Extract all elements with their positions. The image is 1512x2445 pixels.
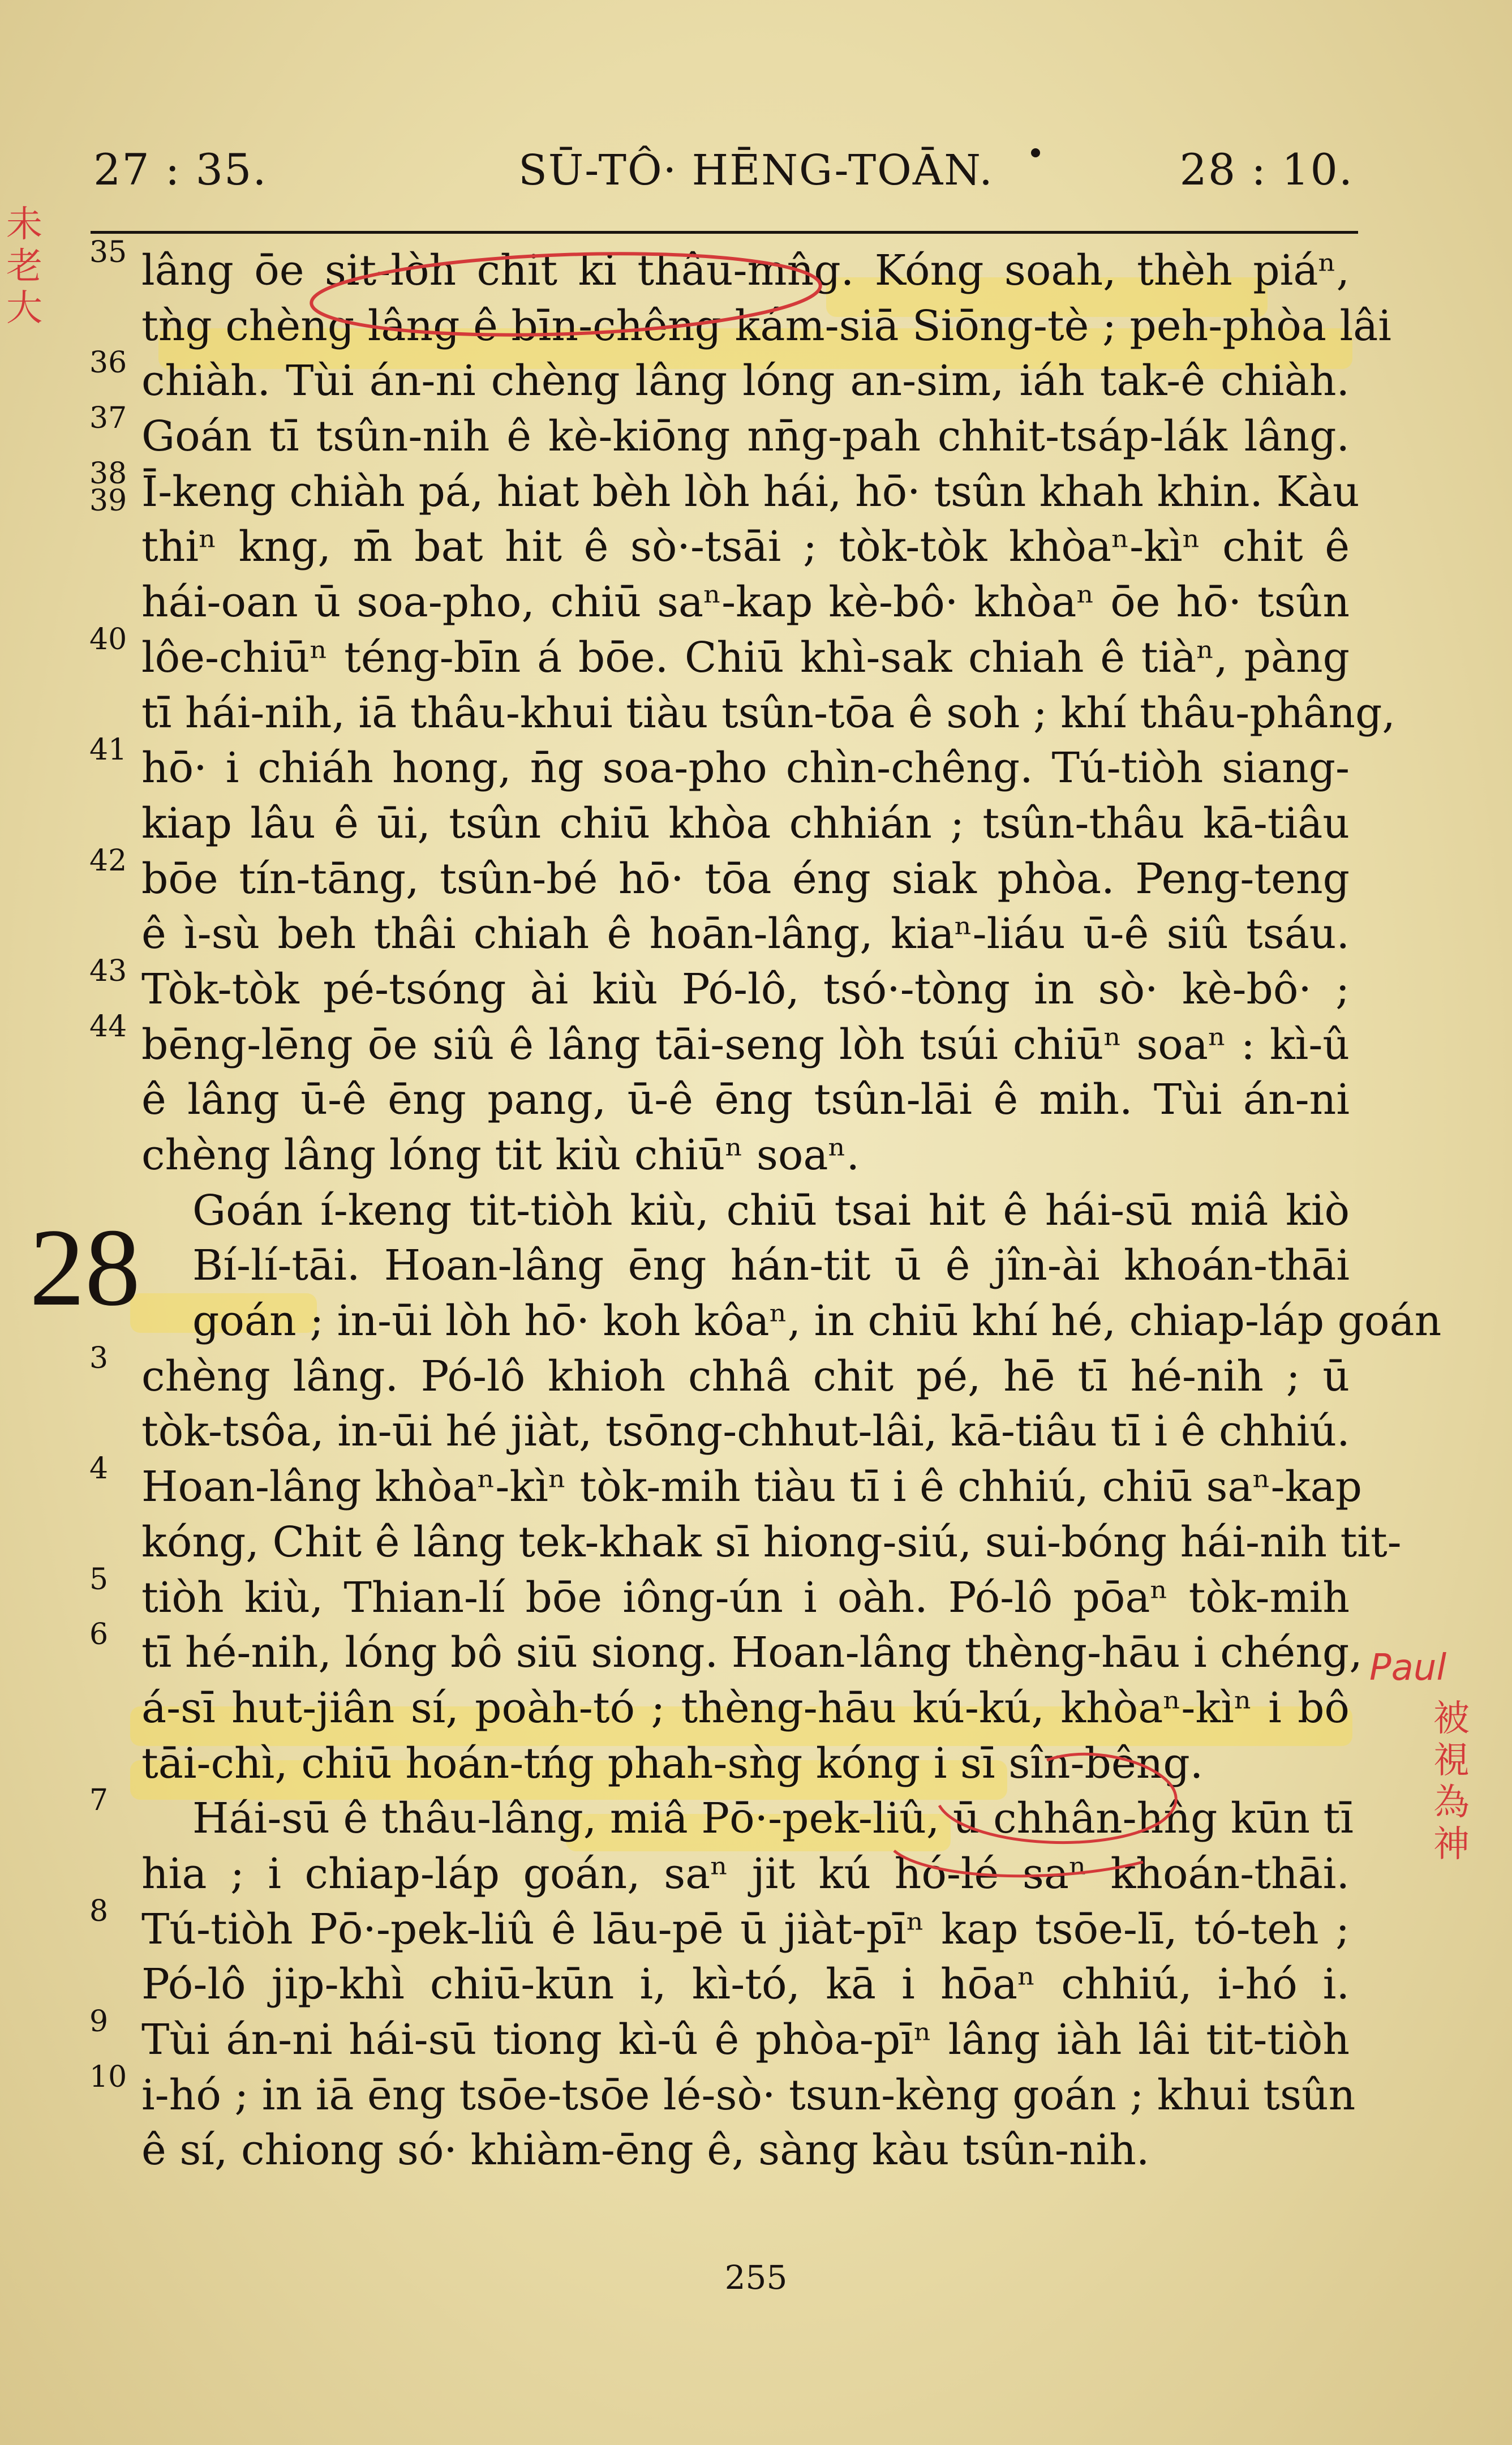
verse-number: 40 — [89, 622, 127, 657]
line-text: goán ; in-ūi lòh hō· koh kôaⁿ, in chiū khí hé, chiap-láp goán — [192, 1297, 1442, 1346]
line-text: Hoan-lâng khòaⁿ-kìⁿ tòk-mih tiàu tī i ê chhiú, chiū saⁿ-kap — [141, 1462, 1362, 1512]
line-text: hái-oan ū soa-pho, chiū saⁿ-kap kè-bô· khòaⁿ ōe hō· tsûn — [141, 578, 1350, 627]
underline-mark — [894, 1851, 1143, 1876]
verse-number: 9 — [89, 2005, 109, 2039]
line-text: Hái-sū ê thâu-lâng, miâ Pō·-pek-liû, ū chhân-hn̂g kūn tī — [192, 1794, 1354, 1843]
verse-number: 38 — [89, 456, 127, 491]
line-text: ê sí, chiong só· khiàm-ēng ê, sàng kàu tsûn-nih. — [141, 2126, 1150, 2175]
line-text: Tùi án-ni hái-sū tiong kì-û ê phòa-pīⁿ lâng iàh lâi tit-tiòh — [141, 2015, 1350, 2064]
line-text: tī hái-nih, iā thâu-khui tiàu tsûn-tōa ê soh ; khí thâu-phâng, — [141, 688, 1395, 737]
verse-number: 36 — [89, 346, 127, 380]
line-text: kiap lâu ê ūi, tsûn chiū khòa chhián ; tsûn-thâu kā-tiâu — [141, 799, 1350, 848]
verse-number: 7 — [89, 1783, 109, 1818]
verse-number: 41 — [89, 733, 127, 767]
header-chapter-verse-end: 28 : 10. — [1179, 144, 1354, 195]
line-text: chiàh. Tùi án-ni chèng lâng lóng an-sim, iáh tak-ê chiàh. — [141, 357, 1350, 406]
line-text: Bí-lí-tāi. Hoan-lâng ēng hán-tit ū ê jîn-ài khoán-thāi — [192, 1241, 1350, 1290]
margin-note-right: 被視為神 — [1433, 1698, 1470, 1865]
verse-number: 42 — [89, 843, 127, 878]
line-text: ê ì-sù beh thâi chiah ê hoān-lâng, kiaⁿ-liáu ū-ê siû tsáu. — [141, 910, 1350, 959]
line-text: Tòk-tòk pé-tsóng ài kiù Pó-lô, tsó·-tòng in sò· kè-bô· ; — [141, 964, 1350, 1014]
line-text: thiⁿ kng, m̄ bat hit ê sò·-tsāi ; tòk-tòk khòaⁿ-kìⁿ chit ê — [141, 522, 1350, 572]
line-text: hō· i chiáh hong, n̄g soa-pho chìn-chêng. Tú-tiòh siang- — [141, 744, 1350, 793]
verse-number: 43 — [89, 954, 127, 988]
line-text: lôe-chiūⁿ téng-bīn á bōe. Chiū khì-sak chiah ê tiàⁿ, pàng — [141, 633, 1350, 682]
verse-number: 37 — [89, 401, 127, 436]
header-book-title: SŪ-TÔ· HĒNG-TOĀN. — [518, 146, 994, 195]
verse-number: 10 — [89, 2060, 127, 2094]
line-text: hia ; i chiap-láp goán, saⁿ jit kú hó-lé saⁿ khoán-thāi. — [141, 1849, 1350, 1898]
verse-number: 5 — [89, 1562, 109, 1597]
verse-number: 35 — [89, 235, 127, 269]
verse-number: 44 — [89, 1009, 127, 1044]
circled-word-mark — [939, 1754, 1176, 1842]
line-text: á-sī hut-jiân sí, poàh-tó ; thèng-hāu kú-kú, khòaⁿ-kìⁿ i bô — [141, 1683, 1350, 1732]
margin-note-paul: Paul — [1369, 1647, 1447, 1689]
line-text: kóng, Chit ê lâng tek-khak sī hiong-siú, sui-bóng hái-nih tit- — [141, 1517, 1402, 1567]
line-text: Ī-keng chiàh pá, hiat bèh lòh hái, hō· tsûn khah khin. Kàu — [141, 467, 1360, 516]
page-number: 255 — [724, 2258, 788, 2297]
circled-word-mark — [310, 246, 822, 342]
chapter-number: 28 — [29, 1206, 140, 1329]
line-text: tāi-chì, chiū hoán-tńg phah-sǹg kóng i sī sîn-bêng. — [141, 1739, 1204, 1788]
line-text: lâng ōe sit-lòh chit ki thâu-mn̂g. Kóng soah, thèh piáⁿ, — [141, 246, 1350, 295]
line-text: chèng lâng lóng tit kiù chiūⁿ soaⁿ. — [141, 1131, 860, 1179]
line-text: tòk-tsôa, in-ūi hé jiàt, tsōng-chhut-lâi, kā-tiâu tī i ê chhiú. — [141, 1407, 1350, 1456]
verse-number: 8 — [89, 1894, 109, 1928]
verse-number: 4 — [89, 1452, 109, 1486]
verse-number: 6 — [89, 1618, 109, 1652]
header-chapter-verse-start: 27 : 35. — [93, 144, 268, 195]
line-text: Pó-lô jip-khì chiū-kūn i, kì-tó, kā i hōaⁿ chhiú, i-hó i. — [141, 1960, 1350, 2009]
verse-number: 3 — [89, 1341, 109, 1375]
line-text: chèng lâng. Pó-lô khioh chhâ chit pé, hē tī hé-nih ; ū — [141, 1352, 1350, 1401]
line-text: ê lâng ū-ê ēng pang, ū-ê ēng tsûn-lāi ê mih. Tùi án-ni — [141, 1075, 1350, 1125]
line-text: bēng-lēng ōe siû ê lâng tāi-seng lòh tsúi chiūⁿ soaⁿ : kì-û — [141, 1020, 1350, 1069]
line-text: Tú-tiòh Pō·-pek-liû ê lāu-pē ū jiàt-pīⁿ kap tsōe-lī, tó-teh ; — [141, 1904, 1350, 1954]
line-text: tiòh kiù, Thian-lí bōe iông-ún i oàh. Pó-lô pōaⁿ tòk-mih — [141, 1573, 1350, 1622]
line-text: tī hé-nih, lóng bô siū siong. Hoan-lâng thèng-hāu i chéng, — [141, 1628, 1363, 1678]
line-text: bōe tín-tāng, tsûn-bé hō· tōa éng siak phòa. Peng-teng — [141, 854, 1350, 903]
line-text: i-hó ; in iā ēng tsōe-tsōe lé-sò· tsun-kèng goán ; khui tsûn — [141, 2070, 1356, 2120]
margin-note-left: 未老大 — [6, 204, 42, 329]
line-text: Goán tī tsûn-nih ê kè-kiōng nn̄g-pah chhit-tsáp-lák lâng. — [141, 412, 1350, 461]
line-text: Goán í-keng tit-tiòh kiù, chiū tsai hit ê hái-sū miâ kiò — [192, 1186, 1350, 1235]
verse-number: 39 — [89, 483, 127, 518]
line-text: tǹg chèng lâng ê bīn-chêng kám-siā Siōng-tè ; peh-phòa lâi — [141, 301, 1391, 350]
